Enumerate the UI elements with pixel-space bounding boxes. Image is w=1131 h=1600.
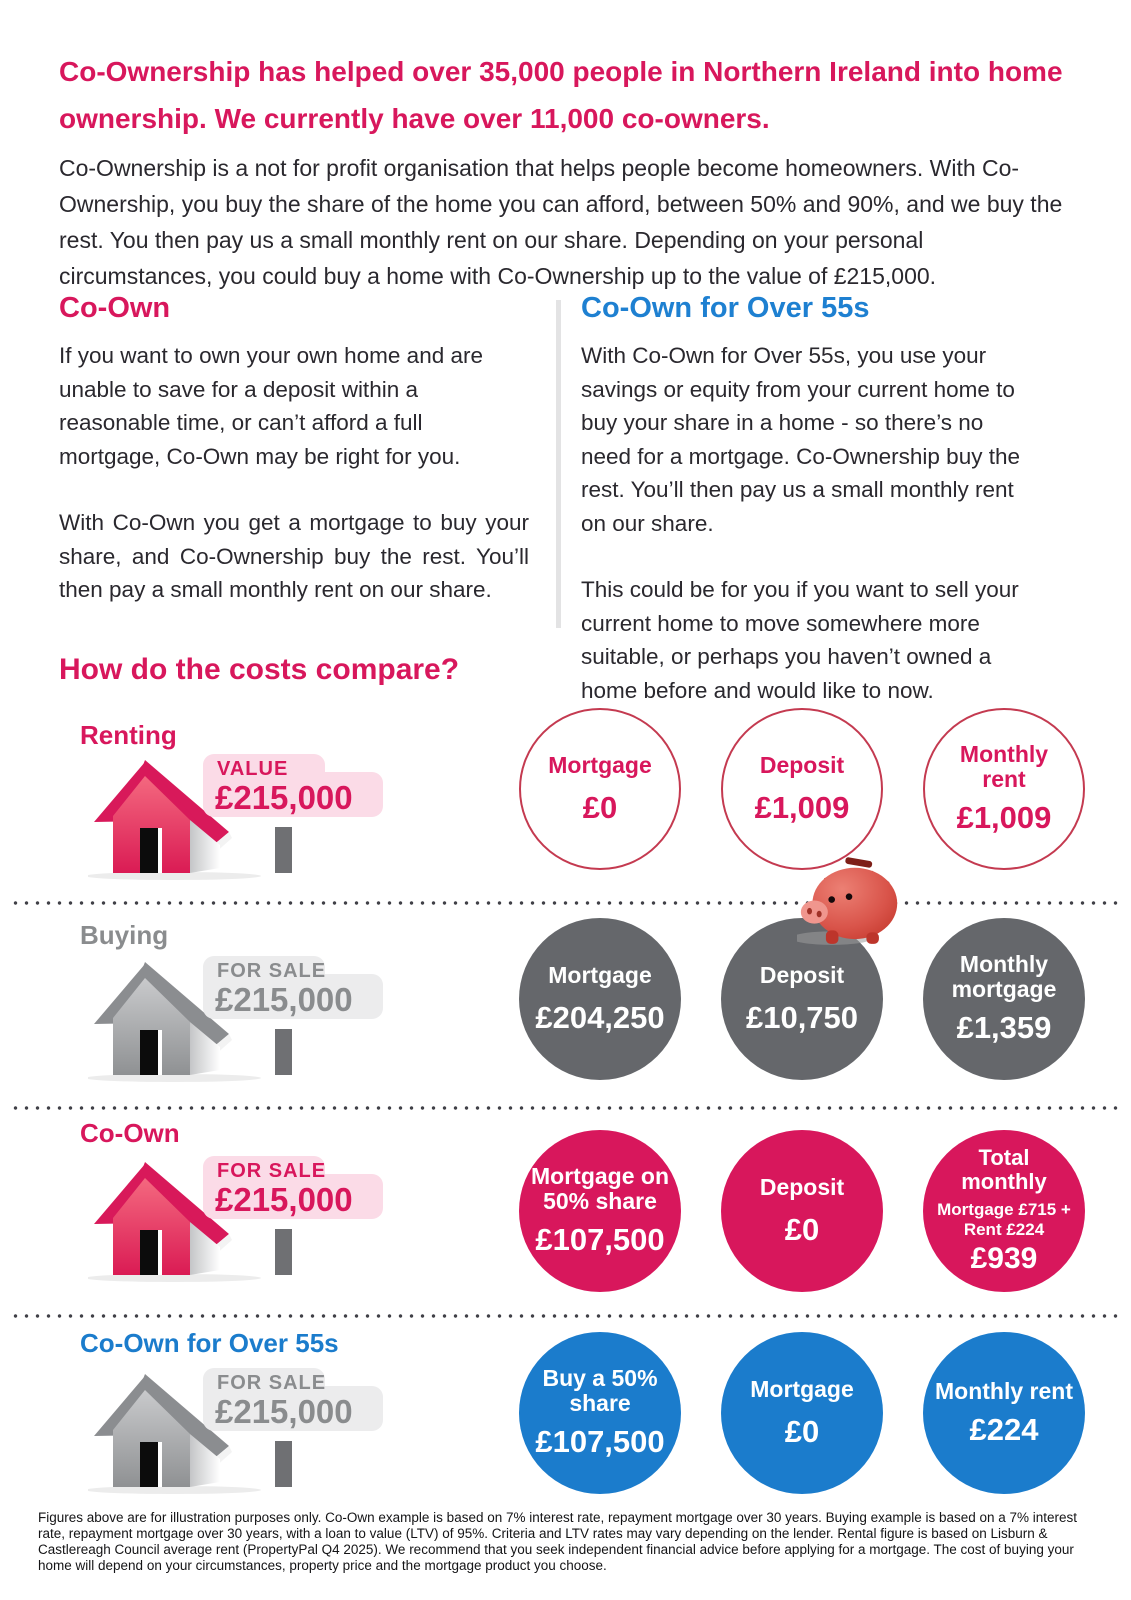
- house-shadow: [88, 872, 261, 880]
- sign-price: £215,000: [215, 981, 353, 1018]
- circle-value: £204,250: [535, 999, 665, 1035]
- house-door: [140, 828, 158, 873]
- buying-monthly-mortgage-circle: [923, 918, 1085, 1080]
- intro-paragraph: Co-Ownership is a not for profit organisation that helps people become homeowners. With Co-Ownership, you buy the share of the home you can afford, between 50% and 90%, and we buy the rest. You then pay us a small monthly rent on our share. Depending on your personal circumstances, you could buy a home with Co-Ownership up to the value of £215,000.: [59, 155, 1063, 289]
- house-door-frame: [158, 1030, 162, 1075]
- buying-house-illustration: [88, 952, 428, 1082]
- circle-value: £1,009: [956, 800, 1052, 835]
- circle-value: £107,500: [535, 1424, 665, 1459]
- co-own-paragraph-2: With Co-Own you get a mortgage to buy your share, and Co-Ownership buy the rest. You’ll then pay a small monthly rent on our share.: [59, 510, 529, 602]
- sign-post: [275, 1229, 292, 1275]
- circle-label: Deposit: [759, 961, 845, 988]
- sign-post: [275, 1441, 292, 1487]
- house-shadow: [88, 1274, 261, 1282]
- house-shadow: [88, 1486, 261, 1494]
- circle-value: £1,009: [754, 789, 850, 825]
- circle-value: £939: [970, 1242, 1038, 1275]
- over-55s-house-illustration: [88, 1364, 428, 1494]
- circle-value: £0: [582, 789, 618, 825]
- circle-label: Monthly rent: [959, 741, 1049, 792]
- circle-sublabel: Mortgage £715 + Rent £224: [937, 1200, 1071, 1239]
- circle-label: Monthly rent: [935, 1377, 1073, 1404]
- column-divider: [556, 300, 561, 628]
- circle-value: £0: [784, 1413, 820, 1449]
- circle-label: Buy a 50% share: [542, 1365, 658, 1416]
- over-55s-heading: Co-Own for Over 55s: [581, 292, 870, 324]
- sign-price: £215,000: [215, 779, 353, 816]
- disclaimer-footnote: Figures above are for illustration purposes only. Co-Own example is based on 7% interest rate, repayment mortgage over 30 years. Buying example is based on a 7% interest rate, repayment mortgage over 30 years, with a loan to value (LTV) of 95%. Criteria and LTV rates may vary depending on the lender. Rental figure is based on Lisburn & Castlereagh Council average rent (PropertyPal Q4 2025). We recommend that you seek independent financial advice before applying for a mortgage. The cost of buying your home will depend on your circumstances, property price and the mortgage product you choose.: [38, 1510, 1078, 1573]
- house-door-frame: [158, 1230, 162, 1275]
- house-door-frame: [158, 828, 162, 873]
- house-door-frame: [158, 1442, 162, 1487]
- over-55s-circles: [519, 1332, 1085, 1494]
- renting-circles: [519, 708, 1085, 870]
- renting-mortgage-circle: [519, 708, 681, 870]
- sign-post: [275, 827, 292, 873]
- circle-value: £1,359: [956, 1010, 1052, 1045]
- circle-label: Deposit: [759, 1173, 845, 1200]
- house-door: [140, 1230, 158, 1275]
- dotted-divider: [10, 1106, 1122, 1110]
- circle-value: £107,500: [535, 1222, 665, 1257]
- sign-price: £215,000: [215, 1393, 353, 1430]
- co-own-deposit-circle: [721, 1130, 883, 1292]
- co-own-heading: Co-Own: [59, 292, 171, 324]
- sign-label: FOR SALE: [217, 1372, 327, 1394]
- sign-label: FOR SALE: [217, 1160, 327, 1182]
- renting-monthly-rent-circle: [923, 708, 1085, 870]
- sign-price: £215,000: [215, 1181, 353, 1218]
- renting-row-label: Renting: [80, 720, 177, 750]
- costs-compare-heading: How do the costs compare?: [59, 653, 460, 686]
- over-55s-mortgage-circle: [721, 1332, 883, 1494]
- co-own-column: [59, 292, 529, 607]
- sign-label: VALUE: [217, 758, 289, 780]
- circle-value: £10,750: [745, 999, 859, 1035]
- buying-mortgage-circle: [519, 918, 681, 1080]
- circle-label: Monthly mortgage: [951, 951, 1057, 1002]
- circle-label: Mortgage: [548, 751, 652, 778]
- circle-value: £224: [969, 1411, 1039, 1447]
- house-door: [140, 1030, 158, 1075]
- over-55s-row-label: Co-Own for Over 55s: [80, 1328, 339, 1358]
- page-title: Co-Ownership has helped over 35,000 people in Northern Ireland into home ownership. We currently have over 11,000 co-owners.: [59, 56, 1063, 134]
- renting-deposit-circle: [721, 708, 883, 870]
- over-55s-paragraph-1: With Co-Own for Over 55s, you use your savings or equity from your current home to buy your share in a home - so there’s no need for a mortgage. Co-Ownership buy the rest. You’ll then pay us a small monthly rent on our share.: [581, 343, 1020, 536]
- circle-value: £0: [784, 1211, 820, 1247]
- sign-label: FOR SALE: [217, 960, 327, 982]
- circle-label: Deposit: [759, 751, 845, 778]
- over-55s-buy-share-circle: [519, 1332, 681, 1494]
- co-own-row-label: Co-Own: [80, 1118, 180, 1148]
- co-own-total-monthly-circle: [923, 1130, 1085, 1292]
- co-own-paragraph-1: If you want to own your own home and are unable to save for a deposit within a reasonable time, or can’t afford a full mortgage, Co-Own may be right for you.: [59, 343, 483, 469]
- piggy-bank-icon: [797, 857, 903, 946]
- co-own-mortgage-share-circle: [519, 1130, 681, 1292]
- circle-label: Mortgage: [548, 961, 652, 988]
- co-own-circles: [519, 1130, 1085, 1292]
- circle-label: Mortgage on 50% share: [531, 1163, 669, 1214]
- circle-label: Mortgage: [750, 1375, 854, 1402]
- house-door: [140, 1442, 158, 1487]
- over-55s-paragraph-2: This could be for you if you want to sell your current home to move somewhere more suitable, or perhaps you haven’t owned a home before and would like to now.: [581, 577, 1019, 703]
- co-own-house-illustration: [88, 1152, 428, 1282]
- over-55s-column: [581, 292, 1035, 707]
- dotted-divider: [10, 901, 1122, 905]
- buying-row-label: Buying: [80, 920, 169, 950]
- house-shadow: [88, 1074, 261, 1082]
- over-55s-monthly-rent-circle: [923, 1332, 1085, 1494]
- renting-house-illustration: [88, 750, 428, 880]
- circle-label: Total monthly: [961, 1145, 1047, 1194]
- dotted-divider: [10, 1314, 1122, 1318]
- sign-post: [275, 1029, 292, 1075]
